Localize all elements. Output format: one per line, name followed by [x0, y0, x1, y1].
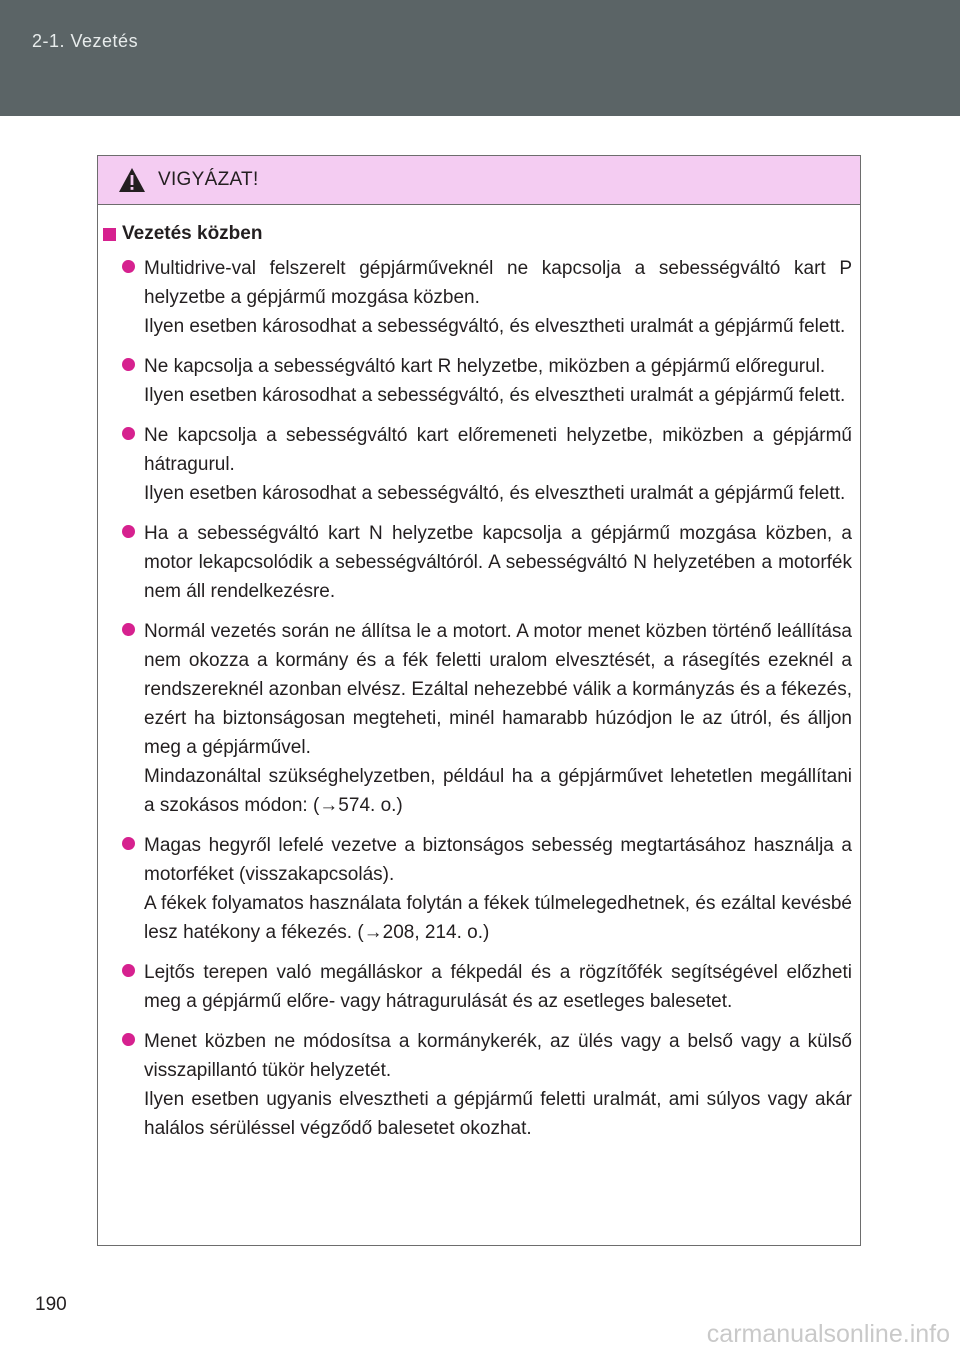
caution-box	[97, 155, 861, 1246]
caution-item	[103, 254, 852, 341]
item-paragraph: Magas hegyről lefelé vezetve a biztonságos sebesség megtartásához használja a motorféket (visszakapcsolás).	[144, 835, 852, 885]
caution-body	[98, 205, 860, 1143]
caution-title: VIGYÁZAT!	[158, 169, 259, 190]
chapter-label: 2-1. Vezetés	[32, 31, 139, 51]
circle-bullet-icon	[122, 837, 135, 850]
item-paragraph: Ilyen esetben károsodhat a sebességváltó, és elvesztheti uralmát a gépjármű felett.	[144, 385, 846, 406]
item-paragraph: A fékek folyamatos használata folytán a fékek túlmelegedhetnek, és ezáltal kevésbé lesz hatékony a fékezés. (→208, 214. o.)	[144, 893, 852, 943]
item-paragraph: Normál vezetés során ne állítsa le a motort. A motor menet közben történő leállítása nem okozza a kormány és a fék feletti uralom elvesztését, a rásegítés ezeknél a rendszereknél azonban elvész. Ezáltal nehezebbé válik a kormányzás és a fékezés, ezért ha biztonságosan megteheti, minél hamarabb húzódjon le az útról, és álljon meg a gépjárművel.	[144, 621, 852, 758]
item-paragraph: Ilyen esetben ugyanis elvesztheti a gépjármű feletti uralmát, ami súlyos vagy akár halálos sérüléssel végződő balesetet okozhat.	[144, 1089, 852, 1139]
item-paragraph: Multidrive-val felszerelt gépjárműveknél ne kapcsolja a sebességváltó kart P helyzetbe a gépjármű mozgása közben.	[144, 258, 852, 308]
item-paragraph: Ne kapcsolja a sebességváltó kart előremeneti helyzetbe, miközben a gépjármű hátragurul.	[144, 425, 852, 475]
caution-header	[98, 156, 860, 205]
warning-triangle-icon	[118, 167, 146, 193]
circle-bullet-icon	[122, 623, 135, 636]
circle-bullet-icon	[122, 1033, 135, 1046]
watermark: carmanualsonline.info	[706, 1320, 950, 1348]
caution-item	[103, 1027, 852, 1143]
square-bullet-icon	[103, 228, 116, 241]
page-header	[0, 0, 960, 116]
circle-bullet-icon	[122, 964, 135, 977]
item-paragraph: Ne kapcsolja a sebességváltó kart R helyzetbe, miközben a gépjármű előregurul.	[144, 356, 826, 377]
caution-item	[103, 617, 852, 820]
circle-bullet-icon	[122, 260, 135, 273]
item-paragraph: Ilyen esetben károsodhat a sebességváltó, és elvesztheti uralmát a gépjármű felett.	[144, 483, 846, 504]
section-title	[103, 222, 852, 246]
item-paragraph: Ilyen esetben károsodhat a sebességváltó, és elvesztheti uralmát a gépjármű felett.	[144, 316, 846, 337]
page-number: 190	[35, 1294, 67, 1315]
item-paragraph: Menet közben ne módosítsa a kormánykerék, az ülés vagy a belső vagy a külső visszapillantó tükör helyzetét.	[144, 1031, 852, 1081]
caution-item	[103, 519, 852, 606]
item-paragraph: Ha a sebességváltó kart N helyzetbe kapcsolja a gépjármű mozgása közben, a motor lekapcsolódik a sebességváltóról. A sebességváltó N helyzetében a motorfék nem áll rendelkezésre.	[144, 523, 852, 602]
caution-item	[103, 958, 852, 1016]
item-paragraph: Lejtős terepen való megálláskor a fékpedál és a rögzítőfék segítségével előzheti meg a gépjármű előre- vagy hátragurulását és az esetleges balesetet.	[144, 962, 852, 1012]
caution-items	[103, 254, 852, 1143]
caution-item	[103, 421, 852, 508]
item-paragraph: Mindazonáltal szükséghelyzetben, például ha a gépjárművet lehetetlen megállítani a szokásos módon: (→574. o.)	[144, 766, 852, 816]
circle-bullet-icon	[122, 358, 135, 371]
section-title-text: Vezetés közben	[122, 223, 263, 244]
caution-item	[103, 352, 852, 410]
caution-item	[103, 831, 852, 947]
circle-bullet-icon	[122, 525, 135, 538]
circle-bullet-icon	[122, 427, 135, 440]
